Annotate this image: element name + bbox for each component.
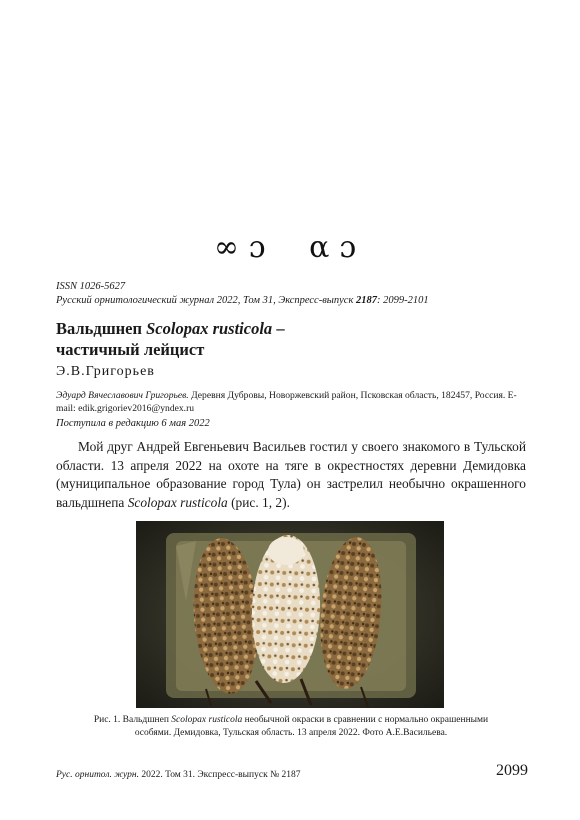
title-latin-name: Scolopax rusticola — [146, 319, 273, 338]
ornament-right-icon: αɔ — [309, 230, 367, 265]
received-date: Поступила в редакцию 6 мая 2022 — [56, 418, 210, 429]
figure-caption: Рис. 1. Вальдшнеп Scolopax rusticola необычной окраски в сравнении с нормально окрашенными особями. Демидовка, Тульская область. 13 апреля 2022. Фото А.Е.Васильева. — [93, 715, 489, 738]
article-title: Вальдшнеп Scolopax rusticola – частичный лейцист — [56, 319, 285, 359]
page-number: 2099 — [496, 762, 528, 779]
woodcock-photo-image — [136, 521, 444, 708]
author-affiliation: Эдуард Вячеславович Григорьев. Деревня Дубровы, Новоржевский район, Псковская область, 182457, Россия. E-mail: edik.grigoriev2016@yndex.ru — [56, 390, 517, 414]
decorative-ornament — [0, 230, 580, 265]
author-name: Э.В.Григорьев — [56, 364, 155, 379]
journal-line: Русский орнитологический журнал 2022, Том 31, Экспресс-выпуск 2187: 2099-2101 — [56, 295, 429, 306]
ornament-left-icon: ∞ɔ — [213, 230, 276, 265]
issue-number: 2187 — [356, 295, 377, 306]
article-body — [56, 438, 526, 512]
paragraph-1: Мой друг Андрей Евгеньевич Васильев гостил у своего знакомого в Тульской области. 13 апреля 2022 на охоте на тяге в окрестностях деревни Демидовка (муниципальное образование город Тула) он застрелил необычно окрашенного вальдшнепа Scolopax rusticola (рис. 1, 2). — [56, 439, 526, 510]
footer-citation: Рус. орнитол. журн. 2022. Том 31. Экспресс-выпуск № 2187 — [56, 770, 301, 780]
issn-line: ISSN 1026-5627 — [56, 281, 126, 292]
figure-photo — [136, 521, 444, 708]
